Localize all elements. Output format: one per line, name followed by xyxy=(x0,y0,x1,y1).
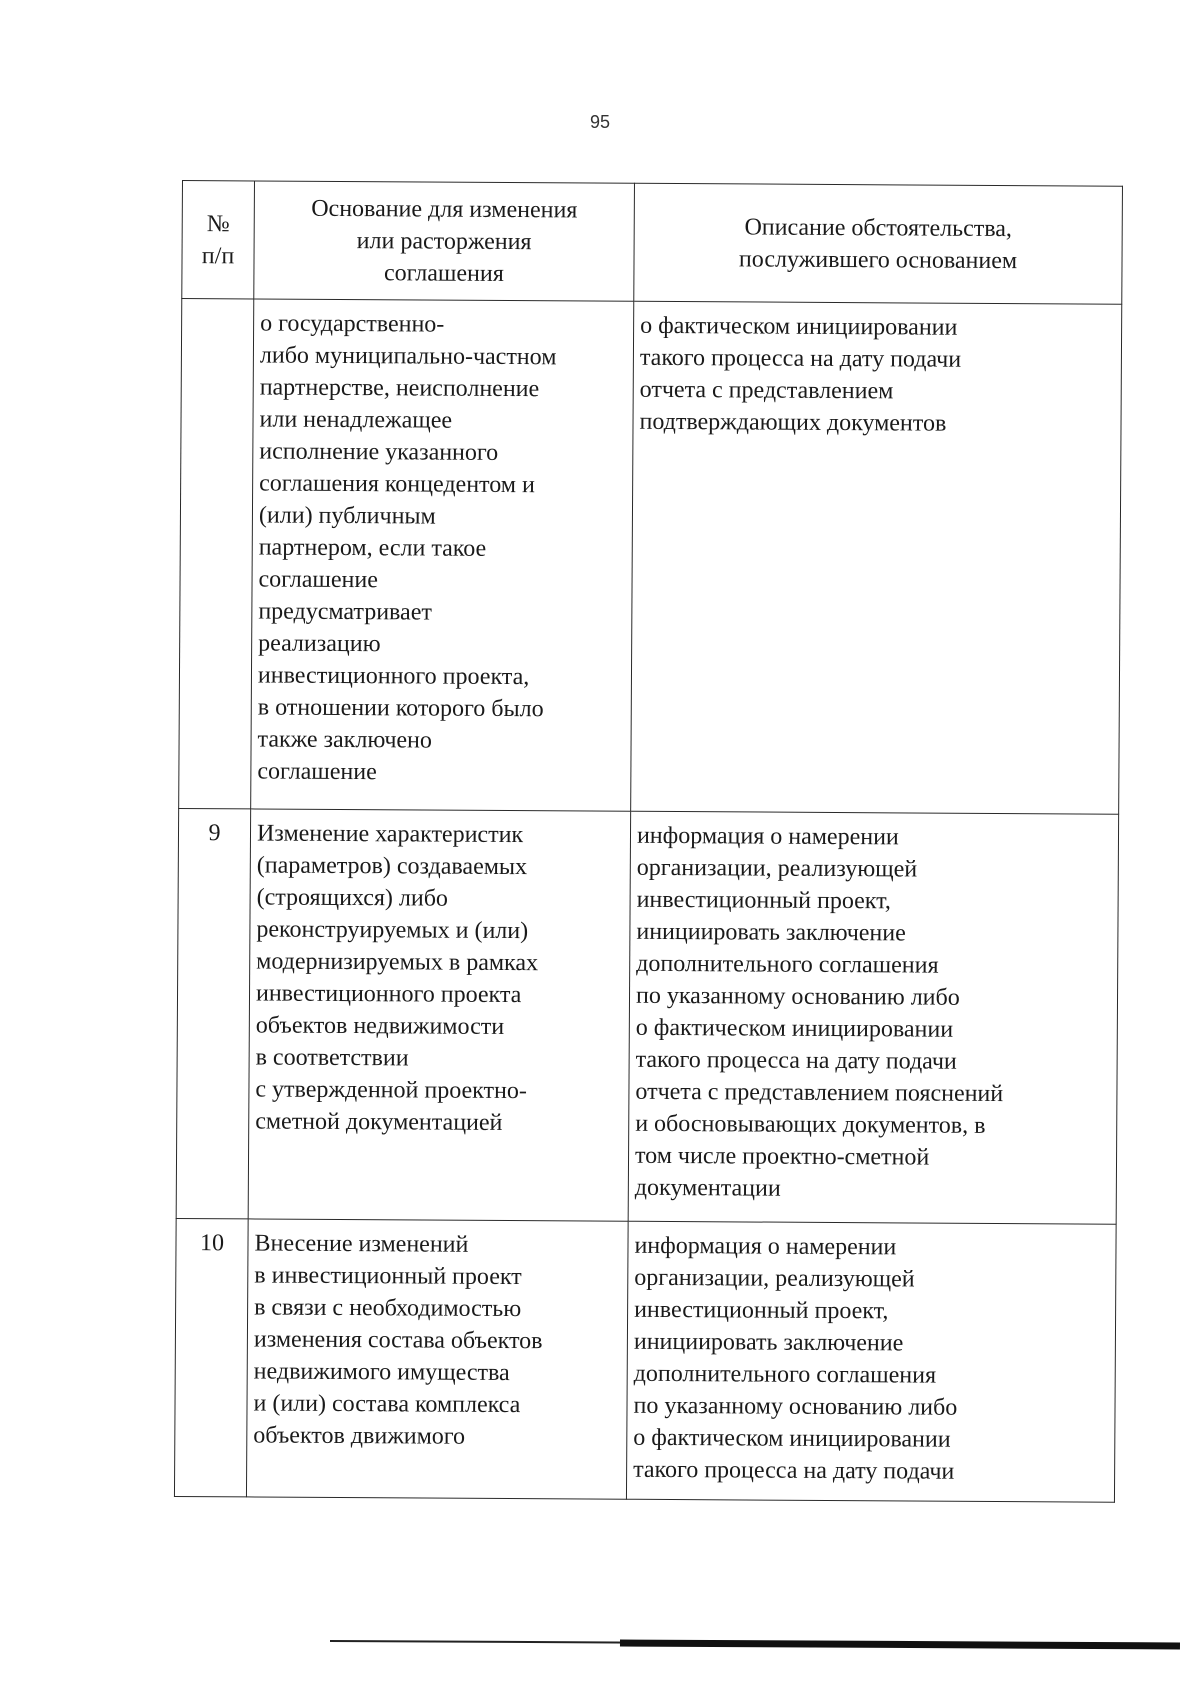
table-row xyxy=(174,1218,1116,1502)
row-num: 10 xyxy=(174,1218,248,1496)
page-number: 95 xyxy=(589,112,611,132)
row-description: о фактическом инициировании такого процесса на дату подачи отчета с представлением подтверждающих документов xyxy=(631,301,1122,814)
grounds-table xyxy=(174,180,1123,1503)
table-header-row xyxy=(182,181,1123,305)
row-description: информация о намерении организации, реализующей инвестиционный проект, инициировать заключение дополнительного соглашения по указанному основанию либо о фактическом инициировании такого процесса на дату подачи отчета с представлением пояснений и обосновывающих документов, в том числе проектно-сметной документации xyxy=(628,811,1118,1224)
header-basis: Основание для изменения или расторжения соглашения xyxy=(254,181,635,301)
table-row xyxy=(176,808,1118,1224)
header-num: № п/п xyxy=(182,181,255,299)
footer-rule xyxy=(330,1640,1180,1646)
row-description: информация о намерении организации, реализующей инвестиционный проект, инициировать заключение дополнительного соглашения по указанному основанию либо о фактическом инициировании такого процесса на дату подачи xyxy=(626,1221,1116,1502)
row-basis: Внесение изменений в инвестиционный проект в связи с необходимостью изменения состава объектов недвижимого имущества и (или) состава комплекса объектов движимого xyxy=(246,1219,628,1499)
row-basis: о государственно- либо муниципально-частном партнерстве, неисполнение или ненадлежащее исполнение указанного соглашения концедентом и (или) публичным партнером, если такое соглашение предусматривает реализацию инвестиционного проекта, в отношении которого было также заключено соглашение xyxy=(251,299,634,811)
header-description: Описание обстоятельства, послужившего основанием xyxy=(634,183,1123,304)
row-basis: Изменение характеристик (параметров) создаваемых (строящихся) либо реконструируемых и (или) модернизируемых в рамках инвестиционного проекта объектов недвижимости в соответствии с утвержденной проектно- сметной документацией xyxy=(248,809,630,1221)
row-num: 9 xyxy=(176,808,251,1218)
table-row xyxy=(179,299,1122,815)
row-num xyxy=(179,299,254,809)
